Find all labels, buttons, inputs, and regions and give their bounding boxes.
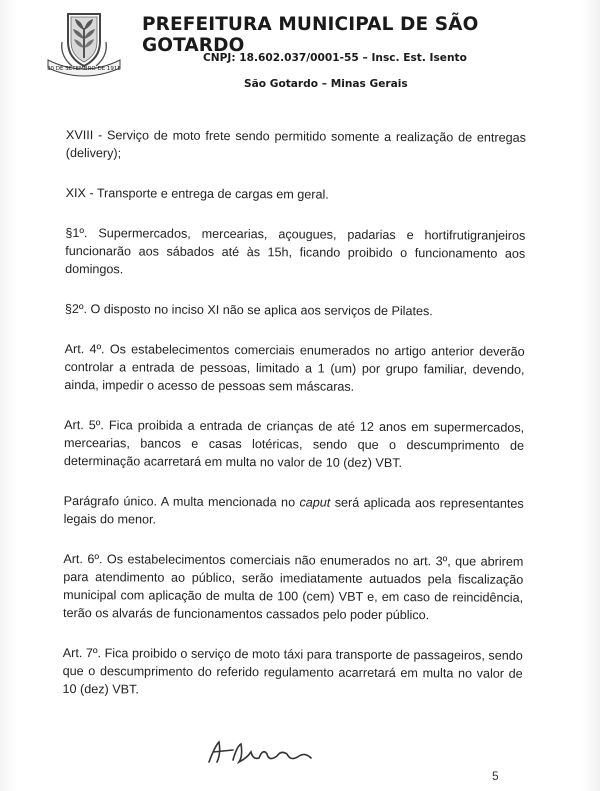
paragraph-text: será aplicada aos representantes legais do menor. [63,495,524,527]
paragraph: Art. 4º. Os estabelecimentos comerciais enumerados no artigo anterior deverão controlar a entrada de pessoas, limitado a 1 (um) por grupo familiar, devendo, ainda, impedir o acesso de pessoas sem máscaras. [64,341,525,394]
municipal-seal-icon [42,6,126,82]
cnpj-line: CNPJ: 18.602.037/0001-55 – Insc. Est. Isento [203,52,467,64]
paragraph: Art. 7º. Fica proibido o serviço de moto táxi para transporte de passageiros, sendo que o descumprimento do referido regulamento acarretará em multa no valor de 10 (dez) VBT. [62,645,523,697]
svg-text:30 DE SETEMBRO DE 1915: 30 DE SETEMBRO DE 1915 [47,66,121,72]
paragraph: Art. 5º. Fica proibida a entrada de crianças de até 12 anos em supermercados, mercearias, bancos e casas lotéricas, sendo que o descumprimento de determinação acarretará em multa no valor de 10 (dez) VBT. [63,417,525,471]
page-number: 5 [492,769,499,783]
paragraph: XVIII - Serviço de moto frete sendo permitido somente a realização de entregas (delivery); [65,127,526,161]
paragraph [64,492,524,531]
paragraph: XIX - Transporte e entrega de cargas em geral. [65,185,329,202]
handwritten-signature-icon [203,732,323,772]
paragraph: §1º. Supermercados, mercearias, açougues, padarias e hortifrutigranjeiros funcionarão aos sábados até às 15h, ficando proibido o funcionamento aos domingos. [65,225,526,277]
location-line: São Gotardo – Minas Gerais [244,78,408,90]
paragraph: Art. 6º. Os estabelecimentos comerciais não enumerados no art. 3º, que abrirem para atendimento ao público, serão imediatamente autuados pela fiscalização municipal com aplicação de multa de 100 (cem) VBT e, em caso de reincidência, terão os alvarás de funcionamentos cassados pelo poder público. [62,551,524,623]
paragraph-italic-term: caput [299,495,331,510]
document-body [62,126,526,723]
paragraph-text: Parágrafo único. A multa mencionada no [63,493,300,510]
paragraph: §2º. O disposto no inciso XI não se aplica aos serviços de Pilates. [64,301,433,319]
page-title: PREFEITURA MUNICIPAL DE SÃO GOTARDO [142,14,479,56]
